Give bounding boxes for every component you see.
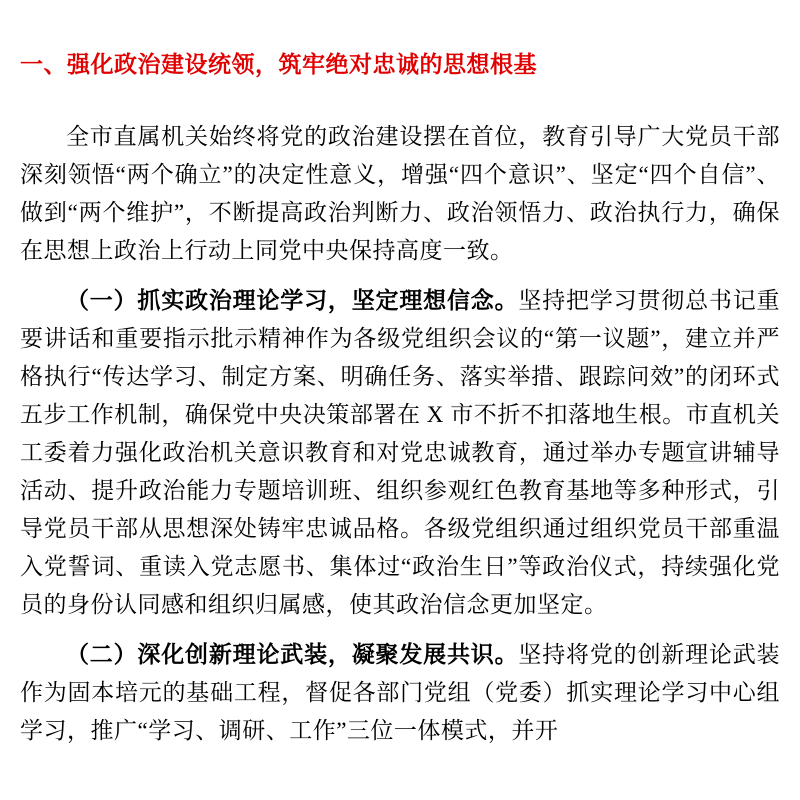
document-heading: 一、强化政治建设统领，筑牢绝对忠诚的思想根基 xyxy=(20,52,537,77)
paragraph-text: 坚持把学习贯彻总书记重要讲话和重要指示批示精神作为各级党组织会议的“第一议题”，建立并严格执行“传达学习、制定方案、明确任务、落实举措、跟踪问效”的闭环式五步工作机制，确保党中央决策部署在 X 市不折不扣落地生根。市直机关工委着力强化政治机关意识教育和对党忠诚教育，通过举办专题宣讲辅导活动、提升政治能力专题培训班、组织参观红色教育基地等多种形式，引导党员干部从思想深处铸牢忠诚品格。各级党组织通过组织党员干部重温入党誓词、重读入党志愿书、集体过“政治生日”等政治仪式，持续强化党员的身份认同感和组织归属感，使其政治信念更加坚定。 xyxy=(20,288,781,617)
paragraph xyxy=(20,282,780,624)
paragraph xyxy=(20,118,780,270)
paragraph-text: 坚持将党的创新理论武装作为固本培元的基础工程，督促各部门党组（党委）抓实理论学习中心组学习，推广“学习、调研、工作”三位一体模式，并开 xyxy=(20,642,781,743)
paragraph-lead: （一）抓实政治理论学习，坚定理想信念。 xyxy=(66,288,519,313)
paragraph-text: 全市直属机关始终将党的政治建设摆在首位，教育引导广大党员干部深刻领悟“两个确立”的决定性意义，增强“四个意识”、坚定“四个自信”、做到“两个维护”，不断提高政治判断力、政治领悟力、政治执行力，确保在思想上政治上行动上同党中央保持高度一致。 xyxy=(20,124,780,263)
paragraph-lead: （二）深化创新理论武装，凝聚发展共识。 xyxy=(66,642,519,667)
paragraph xyxy=(20,636,780,750)
